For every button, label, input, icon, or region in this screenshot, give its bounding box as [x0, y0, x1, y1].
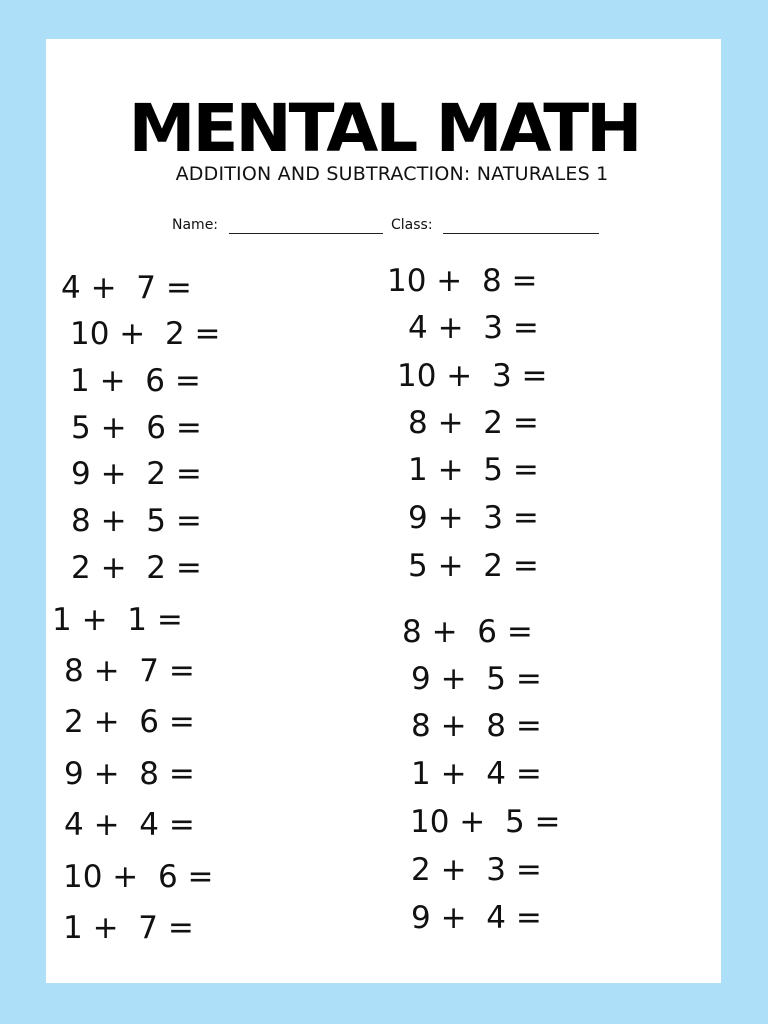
worksheet-subtitle: ADDITION AND SUBTRACTION: NATURALES 1 [175, 163, 609, 185]
left-problem-9: 8 + 7 = [64, 653, 195, 689]
left-problem-7: 2 + 2 = [71, 550, 202, 586]
left-problem-1: 4 + 7 = [61, 270, 192, 306]
left-problem-10: 2 + 6 = [64, 704, 195, 740]
right-problem-3: 10 + 3 = [397, 358, 548, 394]
right-problem-13: 2 + 3 = [411, 852, 542, 888]
right-problem-12: 10 + 5 = [410, 804, 561, 840]
right-problem-5: 1 + 5 = [408, 452, 539, 488]
name-input-line[interactable] [229, 233, 383, 234]
left-problem-3: 1 + 6 = [70, 363, 201, 399]
left-problem-6: 8 + 5 = [71, 503, 202, 539]
right-problem-14: 9 + 4 = [411, 900, 542, 936]
left-problem-5: 9 + 2 = [71, 456, 202, 492]
class-label: Class: [391, 217, 433, 233]
right-problem-6: 9 + 3 = [408, 500, 539, 536]
left-problem-2: 10 + 2 = [70, 316, 221, 352]
left-problem-4: 5 + 6 = [71, 410, 202, 446]
name-label: Name: [172, 217, 219, 233]
right-problem-10: 8 + 8 = [411, 708, 542, 744]
left-problem-8: 1 + 1 = [52, 602, 183, 638]
left-problem-12: 4 + 4 = [64, 807, 195, 843]
left-problem-14: 1 + 7 = [63, 910, 194, 946]
left-problem-13: 10 + 6 = [63, 859, 214, 895]
right-problem-8: 8 + 6 = [402, 614, 533, 650]
class-input-line[interactable] [443, 233, 599, 234]
right-problem-7: 5 + 2 = [408, 548, 539, 584]
right-problem-1: 10 + 8 = [387, 263, 538, 299]
right-problem-9: 9 + 5 = [411, 661, 542, 697]
right-problem-4: 8 + 2 = [408, 405, 539, 441]
right-problem-2: 4 + 3 = [408, 310, 539, 346]
worksheet-title: MENTAL MATH [128, 90, 640, 167]
left-problem-11: 9 + 8 = [64, 756, 195, 792]
right-problem-11: 1 + 4 = [411, 756, 542, 792]
